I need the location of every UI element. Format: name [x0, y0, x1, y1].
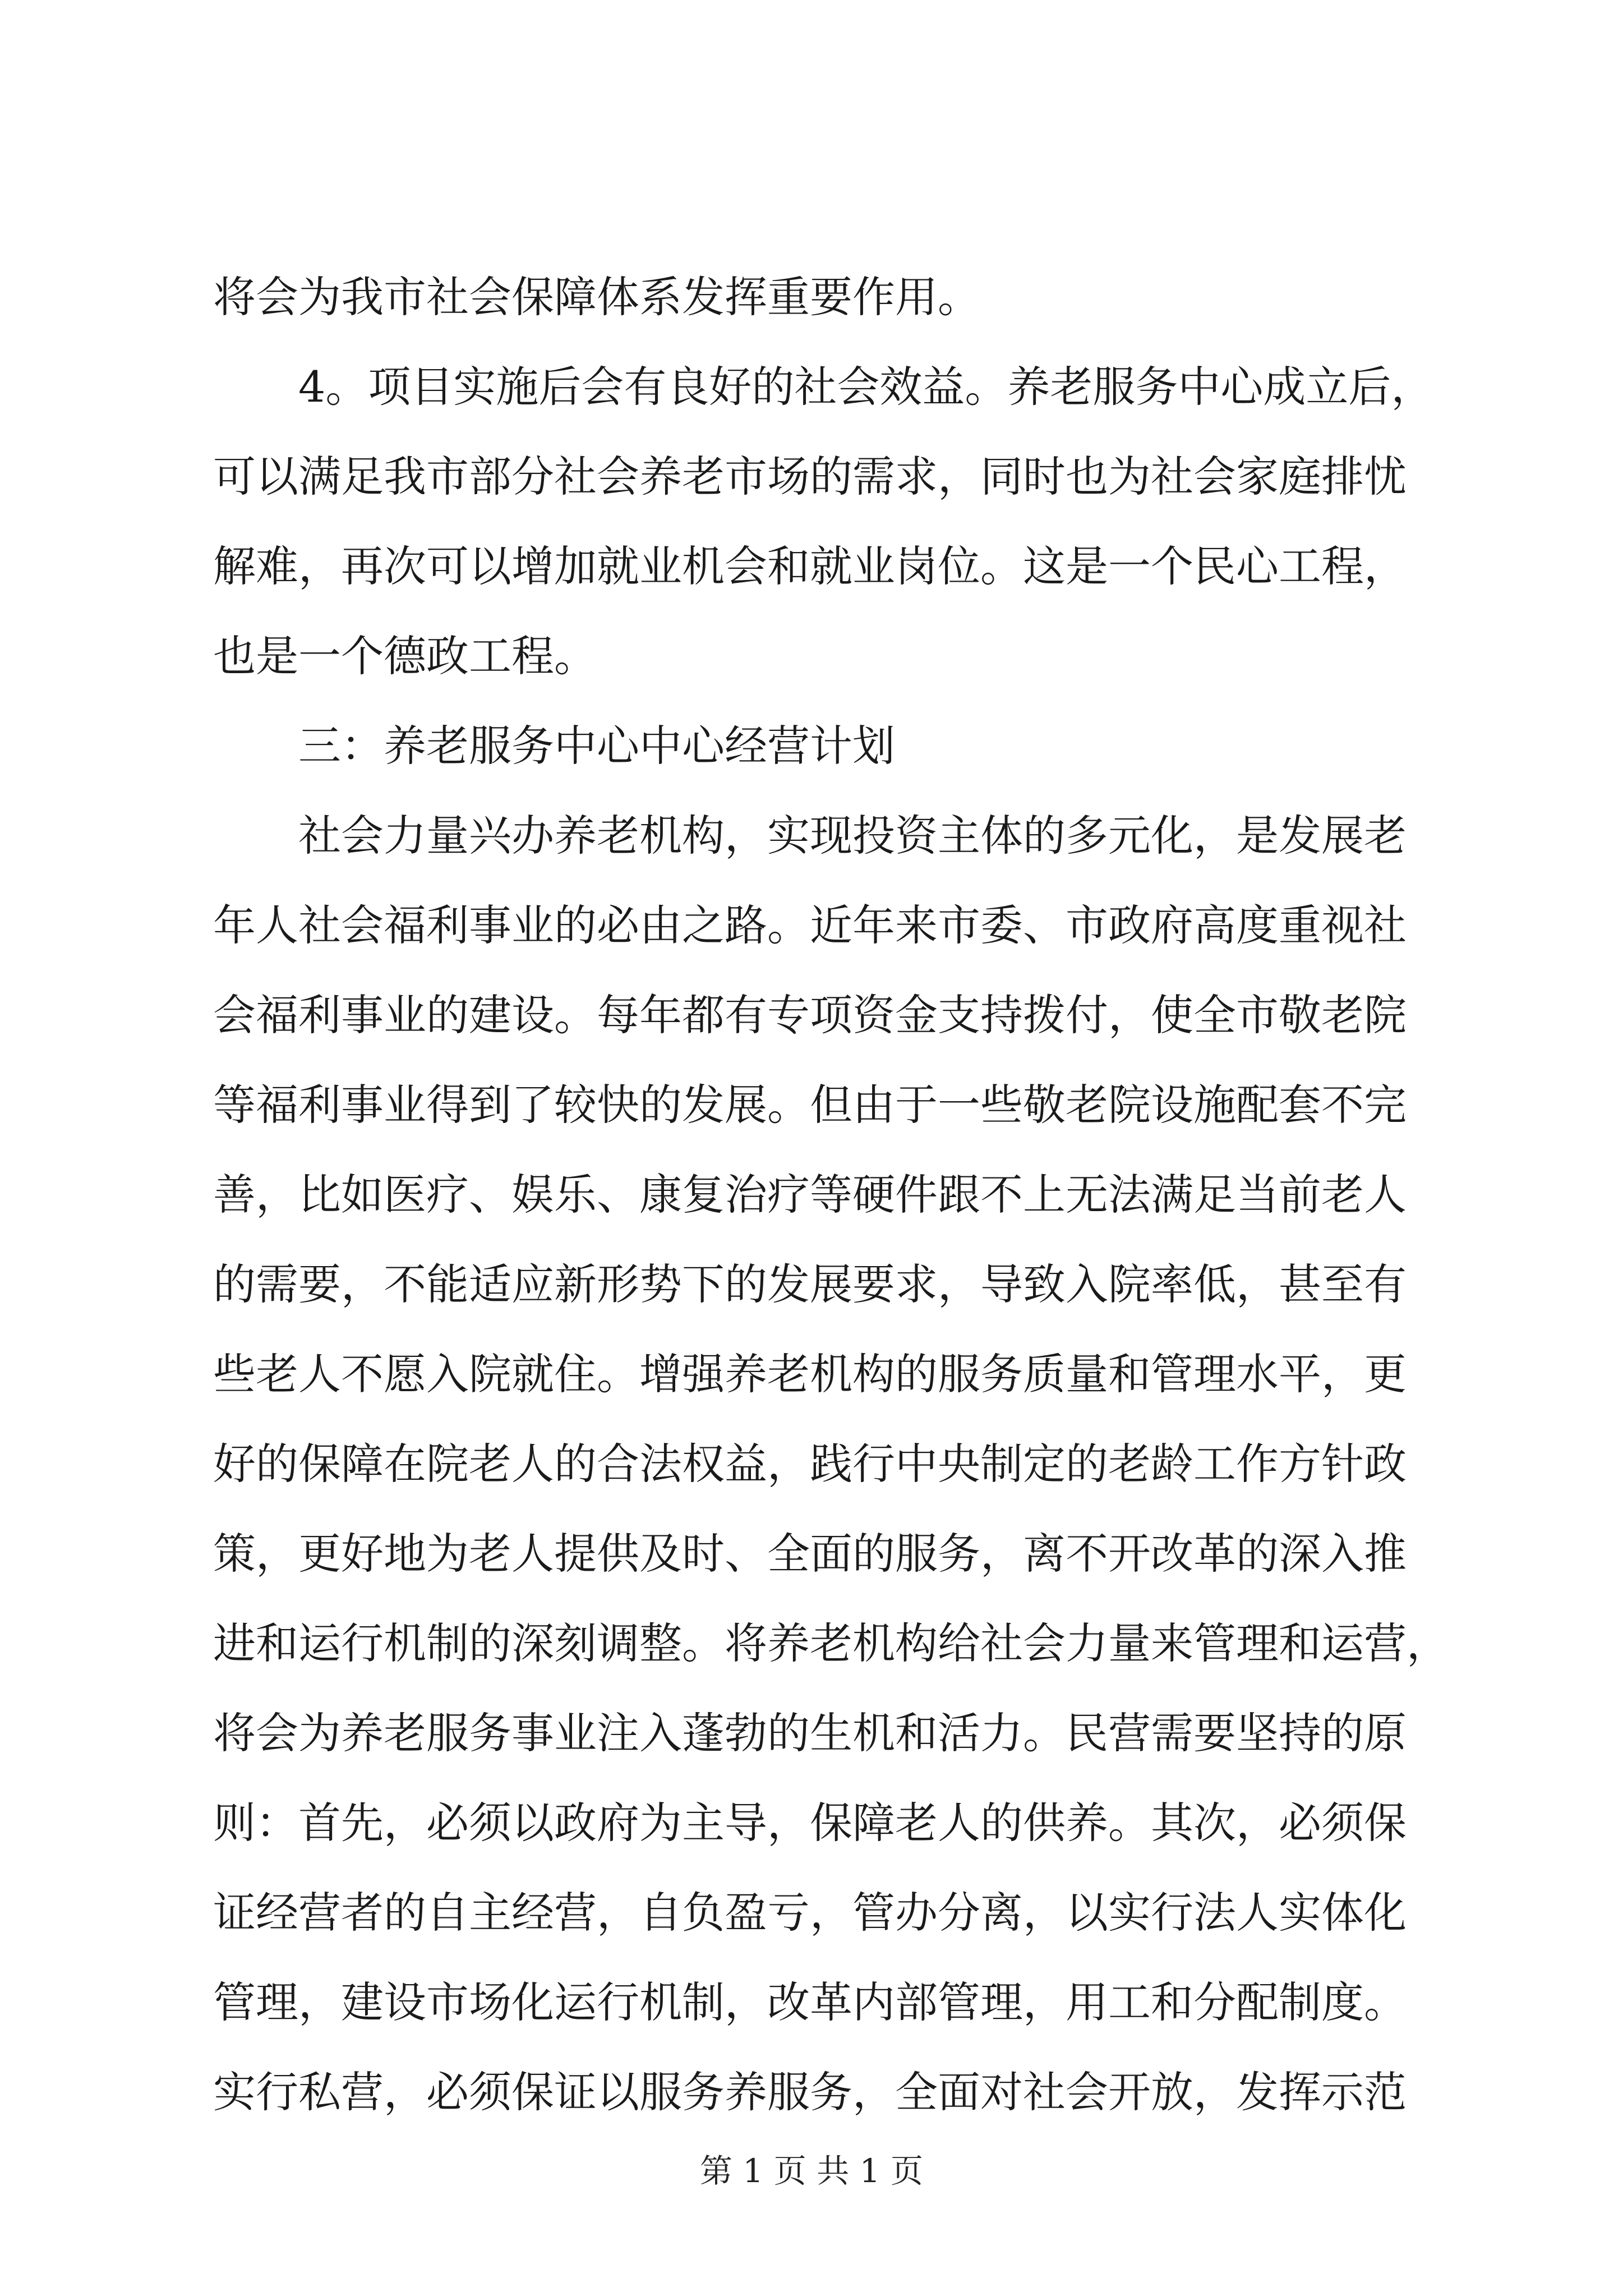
text-line-9: 会福利事业的建设。每年都有专项资金支持拨付，使全市敬老院 [213, 990, 1407, 1040]
text-line-13: 些老人不愿入院就住。增强养老机构的服务质量和管理水平，更 [213, 1349, 1407, 1399]
text-line-8: 年人社会福利事业的必由之路。近年来市委、市政府高度重视社 [213, 900, 1407, 950]
text-line-20: 管理，建设市场化运行机制，改革内部管理，用工和分配制度。 [213, 1977, 1407, 2027]
section-heading: 三：养老服务中心中心经营计划 [298, 721, 895, 771]
text-line-14: 好的保障在院老人的合法权益，践行中央制定的老龄工作方针政 [213, 1439, 1407, 1489]
text-line-19: 证经营者的自主经营，自负盈亏，管办分离，以实行法人实体化 [213, 1888, 1407, 1938]
text-line-21: 实行私营，必须保证以服务养服务，全面对社会开放，发挥示范 [213, 2067, 1407, 2117]
text-line-3: 可以满足我市部分社会养老市场的需求，同时也为社会家庭排忧 [213, 452, 1407, 501]
text-line-11: 善，比如医疗、娱乐、康复治疗等硬件跟不上无法满足当前老人 [213, 1170, 1407, 1220]
text-line-7: 社会力量兴办养老机构，实现投资主体的多元化，是发展老 [298, 811, 1407, 861]
text-line-2: 4。项目实施后会有良好的社会效益。养老服务中心成立后， [298, 362, 1434, 412]
text-line-4: 解难，再次可以增加就业机会和就业岗位。这是一个民心工程， [213, 541, 1407, 591]
text-line-10: 等福利事业得到了较快的发展。但由于一些敬老院设施配套不完 [213, 1080, 1407, 1130]
text-line-5: 也是一个德政工程。 [213, 631, 597, 681]
text-line-15: 策，更好地为老人提供及时、全面的服务，离不开改革的深入推 [213, 1529, 1407, 1579]
text-line-12: 的需要，不能适应新形势下的发展要求，导致入院率低，甚至有 [213, 1259, 1407, 1309]
text-line-18: 则：首先，必须以政府为主导，保障老人的供养。其次，必须保 [213, 1798, 1407, 1848]
page-footer: 第 1 页 共 1 页 [700, 2152, 923, 2190]
text-line-16: 进和运行机制的深刻调整。将养老机构给社会力量来管理和运营， [213, 1618, 1449, 1668]
text-line-1: 将会为我市社会保障体系发挥重要作用。 [213, 272, 980, 322]
text-line-17: 将会为养老服务事业注入蓬勃的生机和活力。民营需要坚持的原 [213, 1708, 1407, 1758]
